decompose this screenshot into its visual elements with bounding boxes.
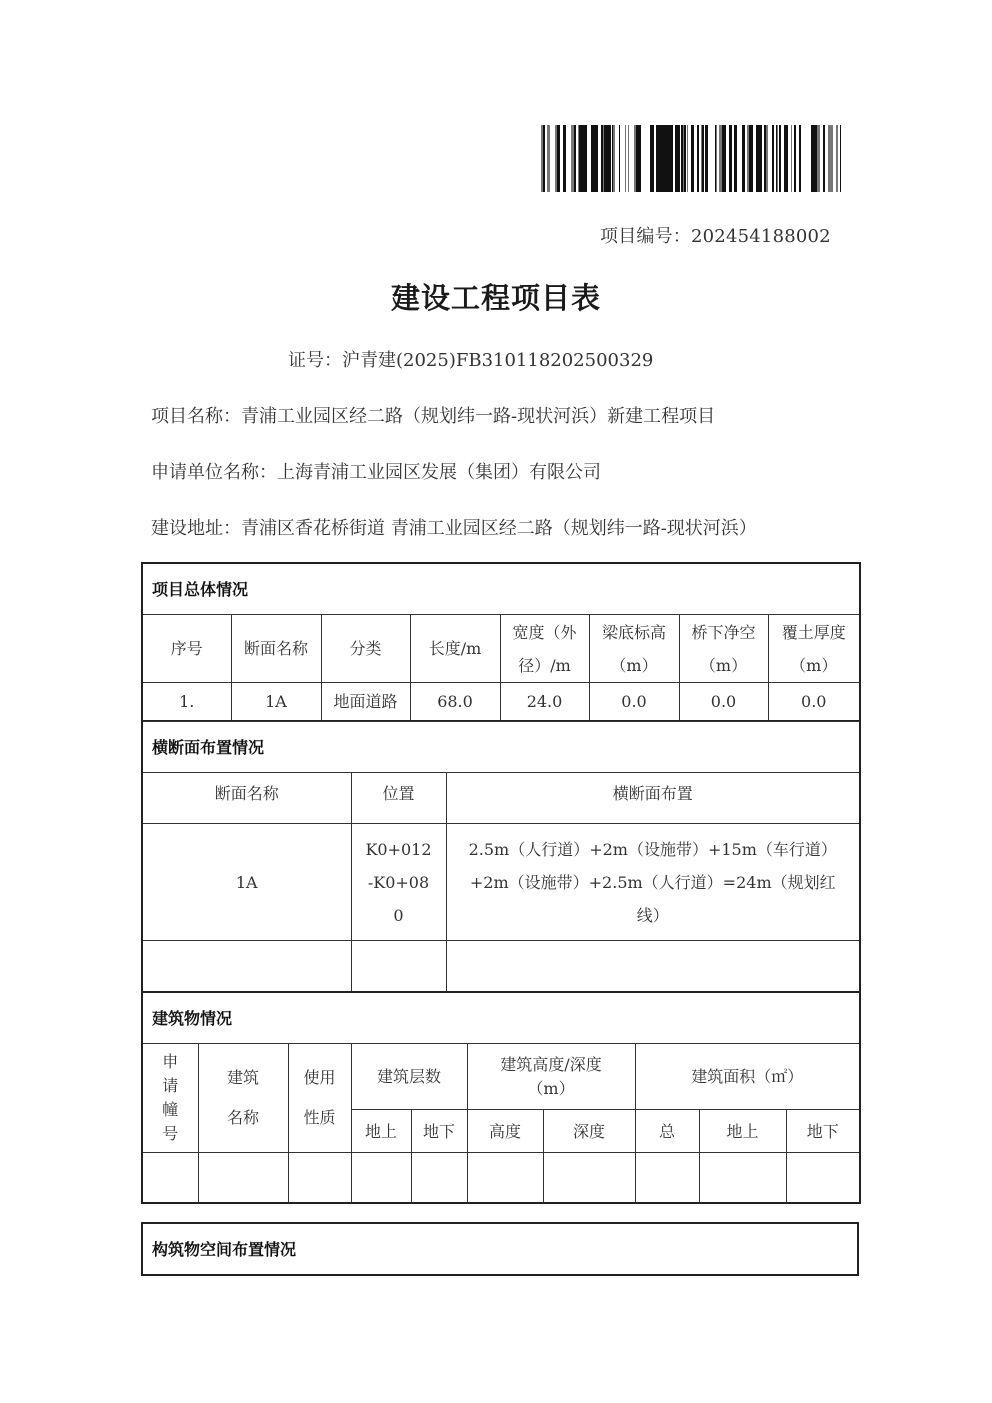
header-cell: 地下 bbox=[411, 1110, 467, 1153]
table-row bbox=[142, 1153, 860, 1203]
table-row bbox=[142, 683, 860, 721]
header-cell: 建筑名称 bbox=[198, 1044, 288, 1153]
structures-table bbox=[141, 1222, 859, 1276]
applicant-line bbox=[151, 458, 601, 484]
certificate-label: 证号： bbox=[288, 350, 342, 371]
header-cell: 分类 bbox=[321, 615, 410, 683]
table-cell bbox=[198, 1153, 288, 1203]
header-cell: 位置 bbox=[351, 773, 446, 824]
project-number bbox=[600, 222, 831, 248]
overview-header-row bbox=[142, 615, 860, 683]
barcode-bar bbox=[840, 125, 841, 192]
barcode bbox=[541, 125, 841, 192]
header-cell: 序号 bbox=[142, 615, 231, 683]
header-cell: 长度/m bbox=[410, 615, 500, 683]
table-row bbox=[142, 941, 860, 992]
header-cell: 宽度（外径）/m bbox=[500, 615, 589, 683]
project-name-label: 项目名称： bbox=[151, 406, 241, 427]
certificate-value: 沪青建(2025)FB310118202500329 bbox=[342, 350, 654, 371]
table-cell bbox=[699, 1153, 786, 1203]
header-cell: 建筑面积（㎡） bbox=[635, 1044, 860, 1110]
project-number-value: 202454188002 bbox=[691, 226, 831, 247]
cross-section-table bbox=[141, 721, 861, 992]
project-name-value: 青浦工业园区经二路（规划纬一路-现状河浜）新建工程项目 bbox=[241, 406, 716, 427]
project-number-label: 项目编号： bbox=[600, 226, 691, 247]
header-cell: 横断面布置 bbox=[446, 773, 860, 824]
header-cell: 建筑高度/深度（m） bbox=[467, 1044, 635, 1110]
table-cell bbox=[288, 1153, 351, 1203]
table-cell: 0.0 bbox=[589, 683, 679, 721]
table-cell bbox=[351, 941, 446, 992]
structures-section-title: 构筑物空间布置情况 bbox=[142, 1223, 858, 1275]
certificate-number bbox=[288, 346, 653, 372]
header-cell: 桥下净空（m） bbox=[679, 615, 768, 683]
header-cell: 断面名称 bbox=[142, 773, 351, 824]
header-cell: 覆土厚度（m） bbox=[768, 615, 860, 683]
header-cell: 地上 bbox=[699, 1110, 786, 1153]
buildings-section-title: 建筑物情况 bbox=[142, 992, 860, 1044]
table-cell: 24.0 bbox=[500, 683, 589, 721]
header-cell: 深度 bbox=[543, 1110, 635, 1153]
header-cell: 总 bbox=[635, 1110, 699, 1153]
table-cell: 0.0 bbox=[679, 683, 768, 721]
header-cell: 使用性质 bbox=[288, 1044, 351, 1153]
table-cell bbox=[635, 1153, 699, 1203]
table-cell: 0.0 bbox=[768, 683, 860, 721]
cross-section-header-row bbox=[142, 773, 860, 824]
table-cell: 1A bbox=[231, 683, 321, 721]
table-row bbox=[142, 824, 860, 941]
table-cell bbox=[446, 941, 860, 992]
applicant-label: 申请单位名称： bbox=[151, 462, 277, 483]
table-cell bbox=[467, 1153, 543, 1203]
table-cell bbox=[411, 1153, 467, 1203]
header-cell: 地上 bbox=[351, 1110, 411, 1153]
table-cell: 1A bbox=[142, 824, 351, 941]
header-cell: 高度 bbox=[467, 1110, 543, 1153]
table-cell bbox=[786, 1153, 860, 1203]
table-cell bbox=[142, 941, 351, 992]
buildings-header-row bbox=[142, 1044, 860, 1110]
project-name-line bbox=[151, 402, 715, 428]
buildings-table bbox=[141, 991, 861, 1204]
header-cell: 断面名称 bbox=[231, 615, 321, 683]
header-cell: 建筑层数 bbox=[351, 1044, 467, 1110]
table-cell: 68.0 bbox=[410, 683, 500, 721]
table-cell bbox=[351, 1153, 411, 1203]
table-cell: K0+012-K0+080 bbox=[351, 824, 446, 941]
overview-table bbox=[141, 562, 861, 722]
overview-section-title: 项目总体情况 bbox=[142, 563, 860, 615]
header-cell: 地下 bbox=[786, 1110, 860, 1153]
table-cell bbox=[142, 1153, 198, 1203]
table-cell: 1. bbox=[142, 683, 231, 721]
address-line bbox=[151, 514, 757, 540]
table-cell: 2.5m（人行道）+2m（设施带）+15m（车行道）+2m（设施带）+2.5m（人行道）=24m（规划红线） bbox=[446, 824, 860, 941]
table-cell bbox=[543, 1153, 635, 1203]
page-title: 建设工程项目表 bbox=[390, 281, 601, 315]
address-label: 建设地址： bbox=[151, 518, 241, 539]
address-value: 青浦区香花桥街道 青浦工业园区经二路（规划纬一路-现状河浜） bbox=[241, 518, 757, 539]
cross-section-title: 横断面布置情况 bbox=[142, 722, 860, 773]
applicant-value: 上海青浦工业园区发展（集团）有限公司 bbox=[277, 462, 601, 483]
table-cell: 地面道路 bbox=[321, 683, 410, 721]
header-cell: 梁底标高（m） bbox=[589, 615, 679, 683]
header-cell: 申请幢号 bbox=[142, 1044, 198, 1153]
